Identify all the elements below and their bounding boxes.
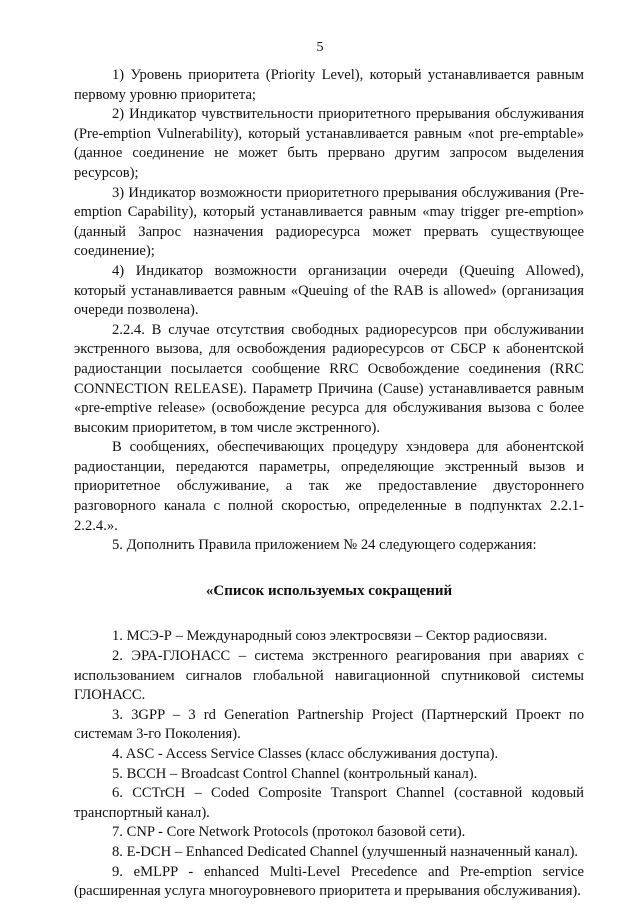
page-number: 5 bbox=[316, 40, 324, 55]
paragraph-preemption-vulnerability: 2) Индикатор чувствительности приоритетного прерывания обслуживания (Pre-emption Vulnerability), который устанавливается равным «not pre-emptable» (данное соединение не может быть прервано другим запросом выделения ресурсов); bbox=[74, 106, 584, 181]
abbreviation-item: 2. ЭРА-ГЛОНАСС – система экстренного реагирования при авариях с использованием сигналов глобальной навигационной спутниковой системы ГЛОНАСС. bbox=[74, 648, 584, 704]
paragraph-amendment-5: 5. Дополнить Правила приложением № 24 следующего содержания: bbox=[112, 537, 537, 554]
abbreviation-item: 8. E-DCH – Enhanced Dedicated Channel (улучшенный назначенный канал). bbox=[112, 843, 579, 860]
paragraph-priority-level: 1) Уровень приоритета (Priority Level), который устанавливается равным первому уровню приоритета; bbox=[74, 67, 584, 103]
abbreviation-item: 4. ASC - Access Service Classes (класс обслуживания доступа). bbox=[112, 746, 499, 762]
abbreviation-item: 7. CNP - Core Network Protocols (протокол базовой сети). bbox=[112, 824, 466, 841]
paragraph-handover: В сообщениях, обеспечивающих процедуру хэндовера для абонентской радиостанции, передаются параметры, определяющие экстренный вызов и приоритетное обслуживание, а так же предоставление двустороннего разговорного канала с полной скоростью, определенные в подпунктах 2.2.1- 2.2.4.». bbox=[74, 439, 584, 534]
abbreviation-item: 1. МСЭ-Р – Международный союз электросвязи – Сектор радиосвязи. bbox=[112, 628, 548, 645]
paragraph-2-2-4: 2.2.4. В случае отсутствия свободных радиоресурсов при обслуживании экстренного вызова, для освобождения радиоресурсов от СБСР к абонентской радиостанции посылается сообщение RRC Освобождение соединения (RRC CONNECTION RELEASE). Параметр Причина (Cause) устанавливается равным «pre-emptive release» (освобождение ресурса для обслуживания вызова с более высоким приоритетом, в том числе экстренного). bbox=[74, 321, 584, 436]
paragraph-queuing-allowed: 4) Индикатор возможности организации очереди (Queuing Allowed), который устанавливается равным «Queuing of the RAB is allowed» (организация очереди позволена). bbox=[74, 262, 584, 319]
section-heading: «Список используемых сокращений bbox=[205, 582, 453, 599]
abbreviation-item: 6. CCTrCH – Coded Composite Transport Channel (составной кодовый транспортный канал). bbox=[74, 785, 584, 821]
paragraph-preemption-capability: 3) Индикатор возможности приоритетного прерывания обслуживания (Pre-emption Capability), который устанавливается равным «may trigger pre-emption» (данный Запрос назначения радиоресурса может прервать существующее соединение); bbox=[74, 184, 584, 260]
abbreviation-item: 9. eMLPP - enhanced Multi-Level Precedence and Pre-emption service (расширенная услуга многоуровневого приоритета и прерывания обслуживания). bbox=[74, 863, 584, 900]
document-body bbox=[74, 66, 584, 902]
abbreviation-item: 3. 3GPP – 3 rd Generation Partnership Project (Партнерский Проект по системам 3-го Поколения). bbox=[74, 706, 584, 743]
abbreviation-item: 5. BCCH – Broadcast Control Channel (контрольный канал). bbox=[112, 765, 478, 782]
